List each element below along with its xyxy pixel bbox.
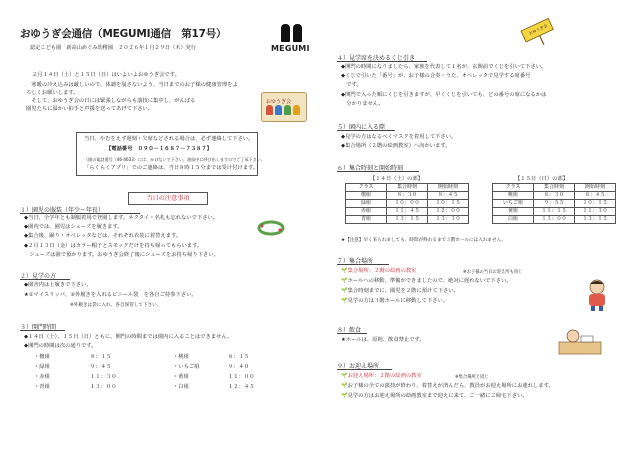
open-class: ・白組 <box>173 384 189 390</box>
table-cell: 白組 <box>493 216 534 224</box>
section-8-line: ★ホールは、原則、飲食禁止です。 <box>341 337 425 343</box>
section-2-line: ◆園舎内は上履きで下さい。 <box>24 282 92 288</box>
table-cell: １３：１５ <box>387 216 428 224</box>
table-cell: いちご組 <box>493 200 534 208</box>
section-4-line: ◆開門の時間になりましたら、家族を代表して１名が、玄関前でくじを引いて下さい。 <box>341 64 547 70</box>
section-9-line: 🌱お迎え場所：２階の絵画の教室 <box>341 373 422 379</box>
table-cell: 青組 <box>346 216 387 224</box>
table-cell: ８：４５ <box>428 192 469 200</box>
meal-illustration <box>557 326 603 356</box>
section-9-line: 🌱見学の方はお迎え場所の絵画教室まで迎えに来て、ご一緒にご帰宅下さい。 <box>341 393 528 399</box>
section-5-line: ◆見学の方はなるべくマスクを着用して下さい。 <box>341 134 457 140</box>
table-cell: ８：４５ <box>575 192 616 200</box>
section-2-line: ★①マイスリッパ、②外履きを入れるビニール袋 を各自ご持参下さい。 <box>24 292 197 298</box>
section-underline <box>337 61 427 62</box>
section-6-title: ６）集合時刻と開始時刻 <box>337 165 404 172</box>
table-cell: ９：５５ <box>534 200 575 208</box>
table-header-cell: クラス <box>346 184 387 192</box>
table-row <box>346 208 469 216</box>
section-3-line: ◆１４日（土）、１５日（日）ともに、開門の時間までは園内に入ることはできません。 <box>24 334 233 340</box>
table-cell: １０：００ <box>387 200 428 208</box>
table-cell: １１：３０ <box>575 208 616 216</box>
section-5-title: ５）園内に入る際 <box>337 124 386 131</box>
wreath-illustration <box>256 220 286 236</box>
table-header-cell: 開始時刻 <box>575 184 616 192</box>
saturday-caption: 【１４日（土）の部】 <box>370 176 423 182</box>
table-header-cell: 集合時刻 <box>534 184 575 192</box>
section-underline <box>337 130 395 131</box>
banner-label: おゆうぎ会 <box>266 99 292 105</box>
table-row <box>493 208 616 216</box>
children-silhouette-icon <box>281 24 303 44</box>
section-underline <box>20 213 140 214</box>
newsletter-subtitle: 認定こども園 新高山めぐみ幼稚園 ２０２６年１月２９日（木）発行 <box>30 45 197 51</box>
table-cell: １０：１５ <box>575 200 616 208</box>
newsletter-title: おゆうぎ会通信（MEGUMI通信 第17号） <box>20 28 227 40</box>
table-header-cell: 開始時刻 <box>428 184 469 192</box>
phone-number: 【電話番号 ０９０－１６８７－７３８７】 <box>106 146 212 152</box>
table-cell: ８：３０ <box>387 192 428 200</box>
section-7-line: 🌱見学の方は３階ホールに移動して下さい。 <box>341 298 449 304</box>
notice-line: 当日、やむをえず遅刻・欠席などされる場合は、必ず連絡して下さい。 <box>84 136 254 142</box>
table-row <box>493 192 616 200</box>
open-class: ・桃組 <box>173 354 189 360</box>
section-1-title: １）園児の服装（年少～年長） <box>20 207 105 214</box>
megumi-logo <box>271 22 315 62</box>
intro-line: 園児たちに温かい拍手と声援を送ってあげて下さい。 <box>26 106 154 112</box>
section-1-line: ◆園内では、園児はシューズを履きます。 <box>24 224 123 230</box>
open-class: ・黄組 <box>173 374 189 380</box>
section-1-line: ◆集合後、踊り・オペレッタなどは、それぞれ衣装に着替えます。 <box>24 233 182 239</box>
open-time: ９：４０ <box>228 364 250 370</box>
table-row <box>346 192 469 200</box>
table-header-row <box>493 184 616 192</box>
section-3-line: ◆開門の時間は次の通りです。 <box>24 343 97 349</box>
section-underline <box>337 264 389 265</box>
open-class: ・青組 <box>34 384 50 390</box>
notice-line: （園の電話番号（46-4633）には、かけないで下さい。演技中に呼び出しますのでご了承下さい。 <box>84 157 265 162</box>
notice-heading: 当日の注意事項 <box>128 192 208 205</box>
table-header-cell: クラス <box>493 184 534 192</box>
section-2-title: ２）見学の方 <box>20 273 57 280</box>
table-header-cell: 集合時刻 <box>387 184 428 192</box>
section-4-line: です。 <box>341 82 362 88</box>
table-cell: １２：００ <box>428 208 469 216</box>
open-time: １３：００ <box>90 384 117 390</box>
sunday-caption: 【１５日（日）の部】 <box>515 176 568 182</box>
section-1-line: シューズは園で預かります。おゆうぎ会終了後にシューズをお持ち帰り下さい。 <box>24 252 219 258</box>
table-row <box>493 216 616 224</box>
open-class: ・檀組 <box>34 354 50 360</box>
table-cell: 檀組 <box>346 192 387 200</box>
section-9-side-note: ※集合場所と同じ <box>455 375 489 380</box>
open-time: ９：４５ <box>90 364 112 370</box>
section-underline <box>337 333 367 334</box>
table-cell: １３：１５ <box>575 216 616 224</box>
section-4-line: ◆くじで引いた「番号」が、お子様の合奏・うた、オペレッタで見学する席番号 <box>341 73 531 79</box>
sunday-schedule-table <box>492 183 616 224</box>
section-7-title: ７）集合場所 <box>337 258 374 265</box>
table-cell: １３：３０ <box>428 216 469 224</box>
open-class: ・いちご組 <box>173 364 200 370</box>
section-5-line: ◆集合場所（２階の絵画教室）へ向かいます。 <box>341 143 451 149</box>
table-cell: 黄組 <box>493 208 534 216</box>
logo-wordmark: MEGUMI <box>271 44 310 53</box>
signboard-label: おゆうぎ会 <box>527 23 549 36</box>
section-6-note: ★【注意】早く来られましても、時間が終わるまで３階ホールには入れません。 <box>341 238 507 243</box>
section-4-line: 分かりません。 <box>341 101 384 107</box>
table-cell: 赤組 <box>346 208 387 216</box>
section-7-line: 🌱ホールへの移動、準備ができましたので、絶対に遅れないで下さい。 <box>341 278 512 284</box>
section-8-title: ８）飲食 <box>337 327 362 334</box>
table-cell: １０：１５ <box>428 200 469 208</box>
section-3-title: ３）開門時間 <box>20 324 57 331</box>
intro-line: そして、おゆうぎ会の日には緊張しながらも演技に集中し、がんばる <box>26 98 196 104</box>
open-class: ・緑組 <box>34 364 50 370</box>
table-cell: １３：００ <box>534 216 575 224</box>
table-cell: １１：４５ <box>387 208 428 216</box>
open-time: ８：１５ <box>90 354 112 360</box>
section-1-line: ◆当日、全学年とも制服着用で登園します。ネクタイ・名札も忘れないで下さい。 <box>24 215 219 221</box>
section-9-title: ９）お迎え場所 <box>337 363 380 370</box>
intro-line: ２月１４日（土）と１５日（日）はいよいよおゆうぎ会です。 <box>32 72 180 78</box>
open-time: ８：１５ <box>228 354 250 360</box>
section-underline <box>337 171 419 172</box>
section-4-title: ４）見学席を決めるくじ引き <box>337 55 416 62</box>
intro-line: 寒暖の冷え込みは厳しいので、体調を崩さないよう、当日までのお子様の健康管理をよ <box>26 82 238 88</box>
section-2-note: ※外履きは袋に入れ、各自保管して下さい。 <box>24 303 162 308</box>
table-row <box>493 200 616 208</box>
section-underline <box>337 369 392 370</box>
intro-line: ろしくお願いします。 <box>26 90 79 96</box>
open-time: １２：４５ <box>228 384 255 390</box>
table-row <box>346 216 469 224</box>
notice-line: 「らくらくアプリ」でのご連絡は、当日８時１５分までは受け付けます。 <box>84 165 259 171</box>
section-4-line: ◆開門で入った順にくじを引きますが、早くくじを引いても、どの番号の席になるかは <box>341 92 547 98</box>
section-underline <box>20 279 70 280</box>
open-time: １１：３０ <box>90 374 117 380</box>
section-7-line: 🌱集合場所：２階の絵画の教室 <box>341 268 417 274</box>
table-cell: 桃組 <box>493 192 534 200</box>
child-illustration <box>580 278 614 312</box>
table-cell: ８：３０ <box>534 192 575 200</box>
section-underline <box>20 330 65 331</box>
table-cell: １１：１５ <box>534 208 575 216</box>
section-9-line: 🌱お子様の全ての演技が終わり、着替えが済んだら、教員がお迎え場所にお連れします。 <box>341 383 554 389</box>
section-7-line: 🌱集合時刻までに、園児を２階に預けて下さい。 <box>341 288 459 294</box>
table-header-row <box>346 184 469 192</box>
section-1-line: ◆２月１３日（金）はカラー帽子とスモックだけを持ち帰ってもらいます。 <box>24 243 203 249</box>
open-class: ・赤組 <box>34 374 50 380</box>
open-time: １１：００ <box>228 374 255 380</box>
section-7-side-note: ※お子様の当日お迎え所も同じ <box>463 270 523 275</box>
saturday-schedule-table <box>345 183 469 224</box>
table-row <box>346 200 469 208</box>
oyugi-banner-illustration <box>261 92 307 122</box>
table-cell: 緑組 <box>346 200 387 208</box>
